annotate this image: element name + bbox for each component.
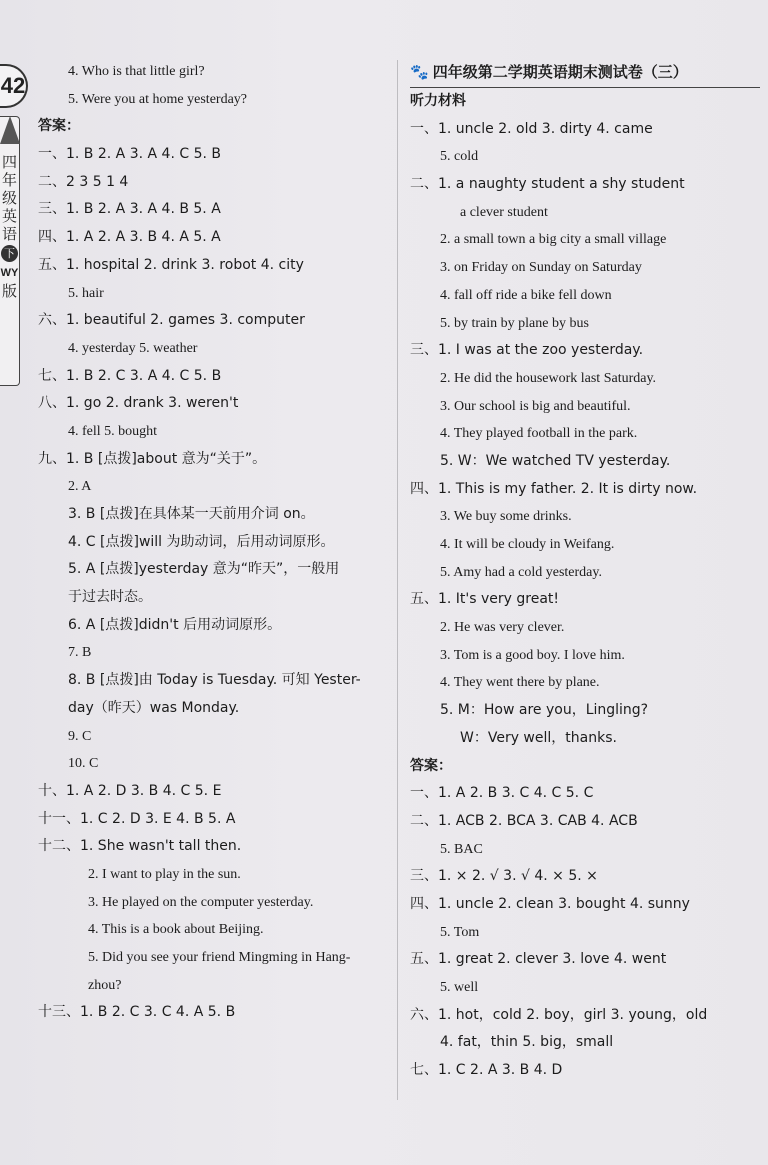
answer-line: 3. We buy some drinks. [440, 509, 572, 525]
answer-line: 答案： [410, 757, 452, 774]
answer-line: 3. Tom is a good boy. I love him. [440, 647, 625, 663]
answer-line: 三、1. × 2. √ 3. √ 4. × 5. × [410, 868, 598, 885]
answer-line: 5. A [点拨]yesterday 意为“昨天”，一般用 [68, 561, 340, 578]
subject-char: 语 [1, 225, 17, 243]
answer-line: 答案： [38, 118, 80, 135]
answer-line: 4. This is a book about Beijing. [88, 922, 264, 938]
test-title [410, 58, 760, 88]
answer-line: zhou? [88, 977, 122, 993]
pencil-tip-icon [0, 116, 20, 144]
answer-line: 六、1. hot，cold 2. boy，girl 3. young，old [410, 1006, 708, 1023]
answer-line: 3. B [点拨]在具体某一天前用介词 on。 [68, 506, 315, 522]
answer-line: 2. I want to play in the sun. [88, 866, 241, 882]
pencil-tab [0, 116, 20, 386]
answer-line: 七、1. C 2. A 3. B 4. D [410, 1062, 563, 1079]
edition-code: WY [0, 267, 19, 279]
right-column [410, 58, 760, 1085]
grade-char: 年 [1, 171, 17, 189]
answer-line: 7. B [68, 645, 92, 661]
answer-line: 五、1. hospital 2. drink 3. robot 4. city [38, 256, 304, 273]
answer-line: 二、1. a naughty student a shy student [410, 176, 685, 193]
answer-line: 七、1. B 2. C 3. A 4. C 5. B [38, 367, 222, 384]
edition-char: 版 [1, 282, 17, 300]
answer-line: 5. Were you at home yesterday? [68, 91, 247, 107]
answer-line: 2. A [68, 479, 92, 495]
answer-line: 5. hair [68, 285, 104, 301]
answer-line: 听力材料 [410, 93, 466, 109]
answer-line: 4. It will be cloudy in Weifang. [440, 537, 615, 552]
answer-line: 3. on Friday on Sunday on Saturday [440, 260, 642, 276]
answer-line: 4. They played football in the park. [440, 426, 638, 442]
answer-line: 5. well [440, 980, 479, 995]
test-title-text: 四年级第二学期英语期末测试卷（三） [432, 63, 688, 81]
answer-line: 2. a small town a big city a small village [440, 232, 667, 248]
answer-line: 二、2 3 5 1 4 [38, 173, 129, 190]
answer-line: 5. BAC [440, 841, 483, 857]
column-divider [397, 60, 398, 1100]
subject-char: 英 [1, 207, 17, 225]
grade-char: 四 [1, 153, 17, 171]
answer-line: 四、1. uncle 2. clean 3. bought 4. sunny [410, 895, 690, 912]
answer-line: 于过去时态。 [68, 589, 152, 606]
answer-line: 3. He played on the computer yesterday. [88, 894, 314, 910]
answer-line: 5. W：We watched TV yesterday. [440, 452, 671, 469]
answer-line: 5. Tom [440, 924, 480, 940]
answer-line: 4. fall off ride a bike fell down [440, 287, 612, 303]
answer-line: 5. by train by plane by bus [440, 315, 589, 331]
answer-line: 10. C [68, 756, 99, 772]
answer-line: 五、1. great 2. clever 3. love 4. went [410, 951, 667, 968]
answer-line: 四、1. This is my father. 2. It is dirty now. [410, 480, 698, 497]
answer-line: 九、1. B [点拨]about 意为“关于”。 [38, 450, 267, 467]
answer-line: 3. Our school is big and beautiful. [440, 398, 631, 414]
answer-line: 4. fat，thin 5. big，small [440, 1034, 614, 1051]
page-number: 42 [0, 64, 28, 108]
answer-line: 8. B [点拨]由 Today is Tuesday. 可知 Yester- [68, 672, 361, 689]
answer-line: 5. Amy had a cold yesterday. [440, 564, 602, 580]
grade-char: 级 [1, 189, 17, 207]
answer-line: 2. He was very clever. [440, 620, 565, 636]
answer-line: 十一、1. C 2. D 3. E 4. B 5. A [38, 810, 236, 827]
answer-line: 4. fell 5. bought [68, 423, 158, 439]
answer-line: 六、1. beautiful 2. games 3. computer [38, 312, 305, 329]
answer-line: 十、1. A 2. D 3. B 4. C 5. E [38, 782, 222, 799]
answer-line: 5. Did you see your friend Mingming in Hang- [88, 950, 351, 965]
answer-line: W：Very well，thanks. [460, 729, 617, 746]
answer-line: 二、1. ACB 2. BCA 3. CAB 4. ACB [410, 812, 638, 829]
answer-line: 5. cold [440, 149, 479, 165]
answer-line: 十三、1. B 2. C 3. C 4. A 5. B [38, 1004, 236, 1021]
left-column [38, 58, 388, 1027]
answer-line: 5. M：How are you，Lingling? [440, 702, 649, 719]
answer-line: a clever student [460, 204, 548, 220]
answer-line: 6. A [点拨]didn't 后用动词原形。 [68, 616, 282, 633]
answer-line: 4. They went there by plane. [440, 675, 600, 691]
answer-line: 4. yesterday 5. weather [68, 340, 198, 356]
answer-line: 三、1. B 2. A 3. A 4. B 5. A [38, 201, 221, 218]
term-badge: 下 [1, 245, 18, 262]
answer-line: day（昨天）was Monday. [68, 699, 240, 716]
answer-line: 一、1. A 2. B 3. C 4. C 5. C [410, 785, 594, 802]
answer-line: 四、1. A 2. A 3. B 4. A 5. A [38, 229, 221, 246]
paw-icon: 🐾 [410, 62, 429, 81]
answer-line: 一、1. B 2. A 3. A 4. C 5. B [38, 146, 221, 163]
answer-line: 十二、1. She wasn't tall then. [38, 838, 242, 855]
answer-line: 9. C [68, 728, 92, 744]
answer-line: 三、1. I was at the zoo yesterday. [410, 342, 644, 359]
answer-line: 五、1. It's very great! [410, 591, 560, 608]
answer-line: 4. C [点拨]will 为助动词，后用动词原形。 [68, 533, 335, 550]
answer-line: 4. Who is that little girl? [68, 64, 205, 79]
answer-line: 一、1. uncle 2. old 3. dirty 4. came [410, 120, 653, 137]
answer-line: 2. He did the housework last Saturday. [440, 370, 657, 386]
answer-line: 八、1. go 2. drank 3. weren't [38, 395, 239, 412]
right-lines [410, 88, 760, 1085]
